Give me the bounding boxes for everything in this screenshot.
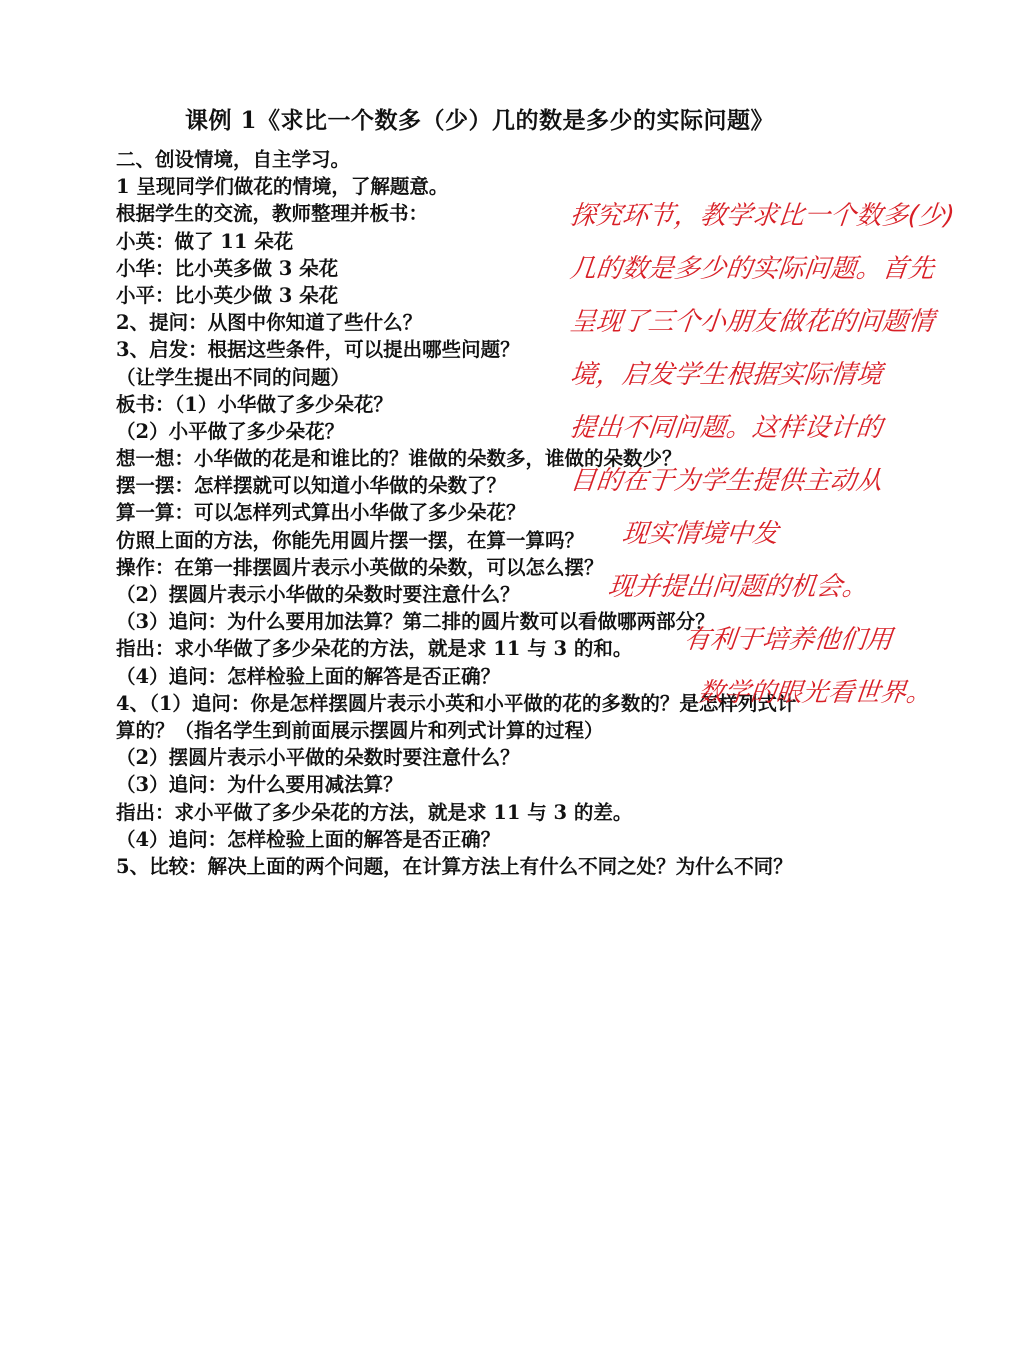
- handwritten-line: 数学的眼光看世界。: [696, 678, 934, 708]
- handwritten-annotation: [570, 190, 1010, 720]
- body-line: 指出：求小平做了多少朵花的方法，就是求 11 与 3 的差。: [116, 800, 633, 824]
- document-title: 课例 1《求比一个数多（少）几的数是多少的实际问题》: [185, 107, 775, 134]
- body-line: 仿照上面的方法，你能先用圆片摆一摆，在算一算吗？: [116, 528, 585, 552]
- body-line: 4、（1）追问：你是怎样摆圆片表示小英和小平做的花的多数的？是怎样列式计: [116, 691, 797, 715]
- handwritten-line: 探究环节，教学求比一个数多(少): [568, 201, 956, 231]
- body-line: 根据学生的交流，教师整理并板书：: [116, 202, 429, 226]
- body-line: 小平：比小英少做 3 朵花: [116, 283, 339, 307]
- body-line: 板书：（1）小华做了多少朵花？: [116, 392, 393, 416]
- body-line: 想一想：小华做的花是和谁比的？谁做的朵数多，谁做的朵数少？: [116, 447, 682, 471]
- handwritten-line: 现并提出问题的机会。: [606, 572, 870, 602]
- body-line: 二、创设情境，自主学习。: [116, 148, 351, 171]
- body-line: 操作：在第一排摆圆片表示小英做的朵数，可以怎么摆？: [116, 555, 604, 579]
- body-line: （4）追问：怎样检验上面的解答是否正确？: [116, 827, 501, 851]
- body-line: 算的？（指名学生到前面展示摆圆片和列式计算的过程）: [116, 718, 604, 742]
- handwritten-line: 几的数是多少的实际问题。首先: [568, 254, 936, 284]
- body-line: （3）追问：为什么要用加法算？第二排的圆片数可以看做哪两部分？: [116, 610, 715, 634]
- body-line: 3、启发：根据这些条件，可以提出哪些问题？: [116, 338, 520, 362]
- body-line: （4）追问：怎样检验上面的解答是否正确？: [116, 664, 501, 688]
- handwritten-line: 现实情境中发: [620, 519, 780, 549]
- body-line: 小英：做了 11 朵花: [116, 229, 294, 253]
- body-line: （2）摆圆片表示小华做的朵数时要注意什么？: [116, 583, 520, 606]
- body-line: （2）小平做了多少朵花？: [116, 419, 345, 443]
- handwritten-line: 有利于培养他们用: [682, 625, 894, 655]
- body-line: （让学生提出不同的问题）: [116, 365, 351, 389]
- handwritten-line: 呈现了三个小朋友做花的问题情: [568, 307, 936, 337]
- handwritten-line: 境，启发学生根据实际情境: [568, 360, 884, 390]
- body-line: （2）摆圆片表示小平做的朵数时要注意什么？: [116, 746, 520, 770]
- body-line: 1 呈现同学们做花的情境，了解题意。: [116, 175, 449, 199]
- body-line: 指出：求小华做了多少朵花的方法，就是求 11 与 3 的和。: [116, 637, 633, 661]
- handwritten-line: 提出不同问题。这样设计的: [568, 413, 884, 443]
- body-line: 2、提问：从图中你知道了些什么？: [116, 311, 423, 335]
- handwritten-line: 目的在于为学生提供主动从: [568, 466, 884, 496]
- body-line: 5、比较：解决上面的两个问题，在计算方法上有什么不同之处？为什么不同？: [116, 854, 793, 878]
- body-line: 小华：比小英多做 3 朵花: [116, 256, 339, 280]
- body-line: （3）追问：为什么要用减法算？: [116, 773, 403, 797]
- body-line: 算一算：可以怎样列式算出小华做了多少朵花？: [116, 501, 526, 525]
- body-line: 摆一摆：怎样摆就可以知道小华做的朵数了？: [116, 474, 507, 498]
